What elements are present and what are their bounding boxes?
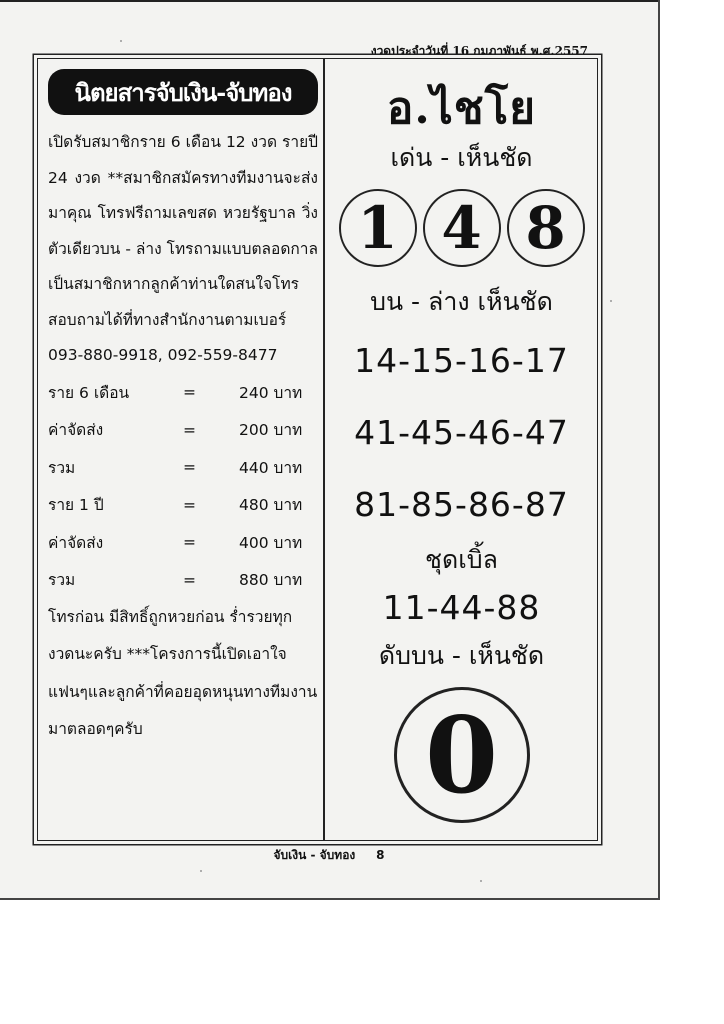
circled-number: 8: [507, 189, 585, 267]
prediction-column: [326, 59, 597, 840]
masthead-banner: นิตยสารจับเงิน-จับทอง: [48, 69, 318, 115]
equals-sign: =: [183, 533, 196, 552]
closing-note: โทรก่อน มีสิทธิ์ถูกหวยก่อน ร่ำรวยทุกงวดนะครับ ***โครงการนี้เปิดเอาใจแฟนๆและลูกค้าที่คอยอุดหนุนทางทีมงานมาตลอดๆครับ: [48, 607, 318, 738]
price-row: [48, 449, 318, 487]
circled-number: 1: [339, 189, 417, 267]
number-line: 41-45-46-47: [354, 413, 569, 452]
circled-number: 4: [423, 189, 501, 267]
cancel-label: ดับบน - เห็นชัด: [378, 641, 545, 670]
big-circled-number: 0: [394, 687, 530, 823]
subscription-intro: เปิดรับสมาชิกราย 6 เดือน 12 งวด รายปี 24 งวด **สมาชิกสมัครทางทีมงานจะส่งมาคุณ โทรฟรีถามเลขสด หวยรัฐบาล วิ่งตัวเดียวบน - ล่าง โทรถามแบบตลอดกาลเป็นสมาชิกหากลูกค้าท่านใดสนใจโทรสอบถามได้ที่ทางสำนักงานตามเบอร์ 093-880-9918, 092-559-8477: [48, 133, 318, 364]
price-label: ราย 1 ปี: [48, 496, 104, 515]
subscription-column: [48, 69, 318, 749]
price-amount: 880 บาท: [239, 571, 303, 590]
equals-sign: =: [183, 420, 196, 439]
price-label: รวม: [48, 571, 76, 590]
highlight-numbers: [326, 189, 597, 267]
price-row: [48, 374, 318, 412]
price-label: ค่าจัดส่ง: [48, 533, 104, 552]
paper-speck: [120, 40, 122, 42]
paper-speck: [480, 880, 482, 882]
number-line: 81-85-86-87: [354, 485, 569, 524]
price-label: ค่าจัดส่ง: [48, 421, 104, 440]
content-frame: [37, 58, 598, 841]
price-label: รวม: [48, 458, 76, 477]
number-line: 14-15-16-17: [354, 341, 569, 380]
top-edge-line: [0, 0, 658, 2]
price-amount: 240 บาท: [239, 383, 303, 402]
price-amount: 480 บาท: [239, 496, 303, 515]
prediction-title: อ.ไชโย: [386, 83, 537, 134]
double-numbers: 11-44-88: [382, 588, 541, 627]
upper-lower-label: บน - ล่าง เห็นชัด: [370, 287, 553, 316]
price-row: [48, 486, 318, 524]
page-number: 8: [376, 848, 385, 862]
price-amount: 400 บาท: [239, 533, 303, 552]
issue-date: งวดประจำวันที่ 16 กุมภาพันธ์ พ.ศ.2557: [370, 44, 588, 58]
column-divider: [323, 59, 325, 840]
price-row: [48, 561, 318, 599]
price-amount: 440 บาท: [239, 458, 303, 477]
equals-sign: =: [183, 383, 196, 402]
equals-sign: =: [183, 570, 196, 589]
equals-sign: =: [183, 495, 196, 514]
footer-magazine-name: จับเงิน - จับทอง: [273, 848, 356, 862]
price-label: ราย 6 เดือน: [48, 383, 130, 402]
page-footer: [0, 846, 658, 865]
highlight-label: เด่น - เห็นชัด: [390, 143, 533, 172]
price-row: [48, 411, 318, 449]
equals-sign: =: [183, 458, 196, 477]
paper-speck: [200, 870, 202, 872]
double-set-label: ชุดเบิ้ล: [425, 545, 498, 574]
paper-speck: [610, 300, 612, 302]
price-row: [48, 524, 318, 562]
price-amount: 200 บาท: [239, 421, 303, 440]
